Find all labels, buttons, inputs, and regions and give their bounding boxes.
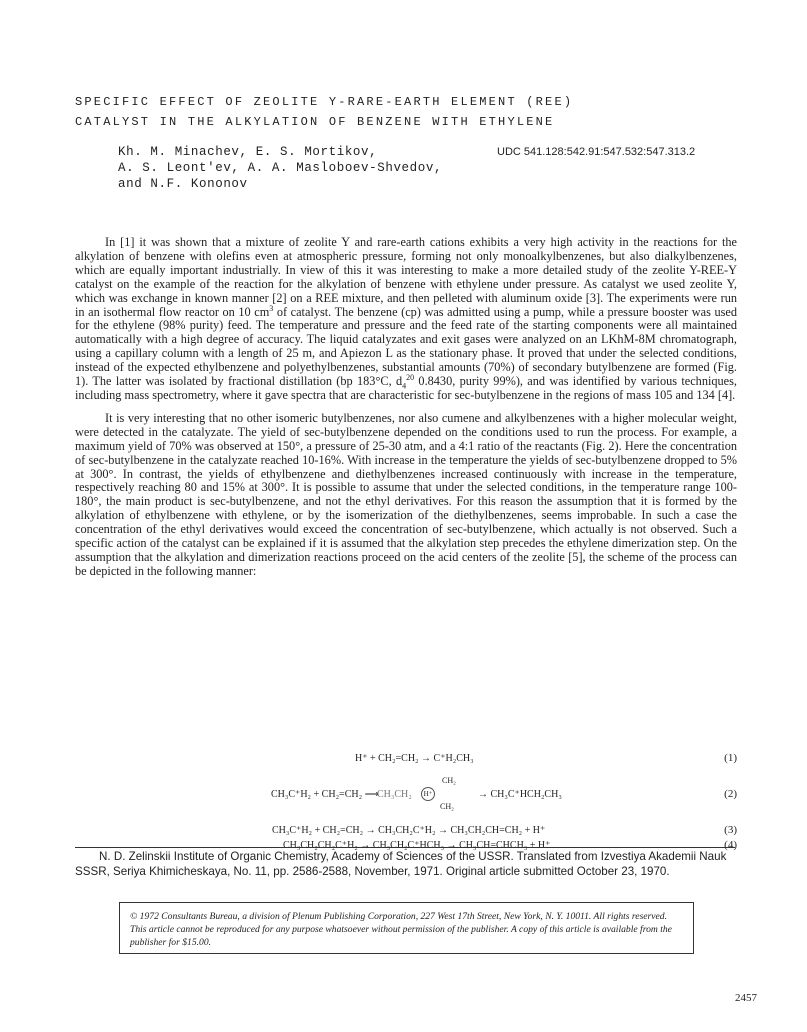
author-list [118, 144, 442, 192]
page-number: 2457 [735, 992, 757, 1004]
udc-code: UDC 541.128:542.91:547.532:547.313.2 [497, 146, 696, 158]
paragraph-2: It is very interesting that no other isomeric butylbenzenes, nor also cumene and alkylbenzenes with a higher molecular weight, were detected in the catalyzate. The yield of sec-butylbenzene depended on the conditions used to run the process. For example, a maximum yield of 70% was observed at 150°, a pressure of 25-30 atm, and a 4:1 ratio of the reactants (Fig. 2). Here the concentration of sec-butylbenzene in the catalyzate reached 10-16%. With increase in the temperature the yields of sec-butylbenzene dropped to 5% at 300°. In contrast, the yields of ethylbenzene and diethylbenzenes increased continuously with increase in the temperature, respectively reaching 80 and 15% at 300°. It is possible to assume that under the selected conditions, in the temperature range 100-180°, the main product is sec-butylbenzene, and not the ethyl derivatives. For this reason the assumption that it is formed by the alkylation of ethylbenzene with ethylene, or by the isomerization of the diethylbenzenes, seems improbable. In such a case the concentration of the ethyl derivatives would exceed the concentration of sec-butylbenzene, which actually is not observed. Such a specific action of the catalyst can be explained if it is assumed that the alkylation step precedes the ethylene dimerization step. On the assumption that the alkylation and dimerization reactions proceed on the acid centers of the zeolite [5], the scheme of the process can be depicted in the following manner: [75, 410, 737, 578]
title-line-1: SPECIFIC EFFECT OF ZEOLITE Y-RARE-EARTH ELEMENT (REE) [75, 95, 574, 109]
paragraph-1: In [1] it was shown that a mixture of zeolite Y and rare-earth cations exhibits a very high activity in the reactions for the alkylation of benzene with olefins even at atmospheric pressure, forming not only monoalkylbenzenes, but also dialkylbenzenes, which are equally important industrially. In view of this it was interesting to make a more detailed study of the zeolite Y-REE-Y catalyst on the example of the reaction for the alkylation of benzene with ethylene under pressure. As catalyst we used zeolite Y, which was exchange in known manner [2] on a REE mixture, and then pelleted with aluminum oxide [3]. The experiments were run in an isothermal flow reactor on 10 $cm^3$ of catalyst. The benzene (cp) was admitted using a pump, while a pressure booster was used for the ethylene (98% purity) feed. The temperature and pressure and the feed rate of the starting components were all maintained automatically with a high degree of accuracy. The liquid catalyzates and exit gases were analyzed on an LKhM-8M chromatograph, using a capillary column with a length of 25 m, and Apiezon L as the stationary phase. It proved that under the selected conditions, instead of the expected ethylbenzene and polyethylbenzenes, substantial amounts (70%) of secondary butylbenzene are formed (Fig. 1). The latter was isolated by fractional distillation (bp 183°C, $d_4^{20}$ 0.8430, purity 99%), and was identified by various techniques, including mass spectrometry, where it gave spectra that are characteristic for sec-butylbenzene in the regions of mass 105 and 134 [4]. [75, 235, 737, 402]
equation-1-number: (1) [724, 752, 737, 764]
equation-2-left: CH₃C⁺H₂ + CH₂=CH₂ ⟶ [271, 789, 379, 800]
equation-4: CH₃CH₂CH₂C⁺H₂ → CH₃CH₂C⁺HCH₃ → CH₃CH=CHCH₃ + H⁺ [283, 840, 551, 851]
equation-2-number: (2) [724, 788, 737, 800]
equation-2-right: → CH₃C⁺HCH₂CH₃ [478, 789, 562, 800]
authors-line-2: A. S. Leont'ev, A. A. Masloboev-Shvedov, [118, 161, 443, 175]
article-title [75, 92, 755, 132]
carbocation-ring-icon: H⁺ [421, 787, 435, 801]
equation-1: H⁺ + CH₂=CH₂ → C⁺H₂CH₃ [355, 753, 474, 764]
equation-2-middle: CH₃CH₂ [377, 789, 412, 800]
footnote-divider [75, 847, 735, 848]
copyright-notice: © 1972 Consultants Bureau, a division of Plenum Publishing Corporation, 227 West 17th Street, New York, N. Y. 10011. All rights reserved. This article cannot be reproduced for any purpose whatsoever without permission of the publisher. A copy of this article is available from the publisher for $15.00. [119, 902, 694, 954]
authors-line-3: and N.F. Kononov [118, 177, 248, 191]
article-body [75, 236, 737, 588]
equation-2-bottom: CH₂ [440, 802, 454, 811]
authors-line-1: Kh. M. Minachev, E. S. Mortikov, [118, 145, 378, 159]
equation-2-top: CH₂ [442, 776, 456, 785]
equation-2-ring [421, 787, 435, 801]
equation-4-number: (4) [724, 839, 737, 851]
title-line-2: CATALYST IN THE ALKYLATION OF BENZENE WITH ETHYLENE [75, 115, 555, 129]
footnote: N. D. Zelinskii Institute of Organic Chemistry, Academy of Sciences of the USSR. Translated from Izvestiya Akademii Nauk SSSR, Seriya Khimicheskaya, No. 11, pp. 2586-2588, November, 1971. Original article submitted October 23, 1970. [75, 850, 727, 878]
equation-3: CH₃C⁺H₂ + CH₂=CH₂ → CH₃CH₂C⁺H₂ → CH₃CH₂CH=CH₂ + H⁺ [272, 825, 546, 836]
equation-3-number: (3) [724, 824, 737, 836]
